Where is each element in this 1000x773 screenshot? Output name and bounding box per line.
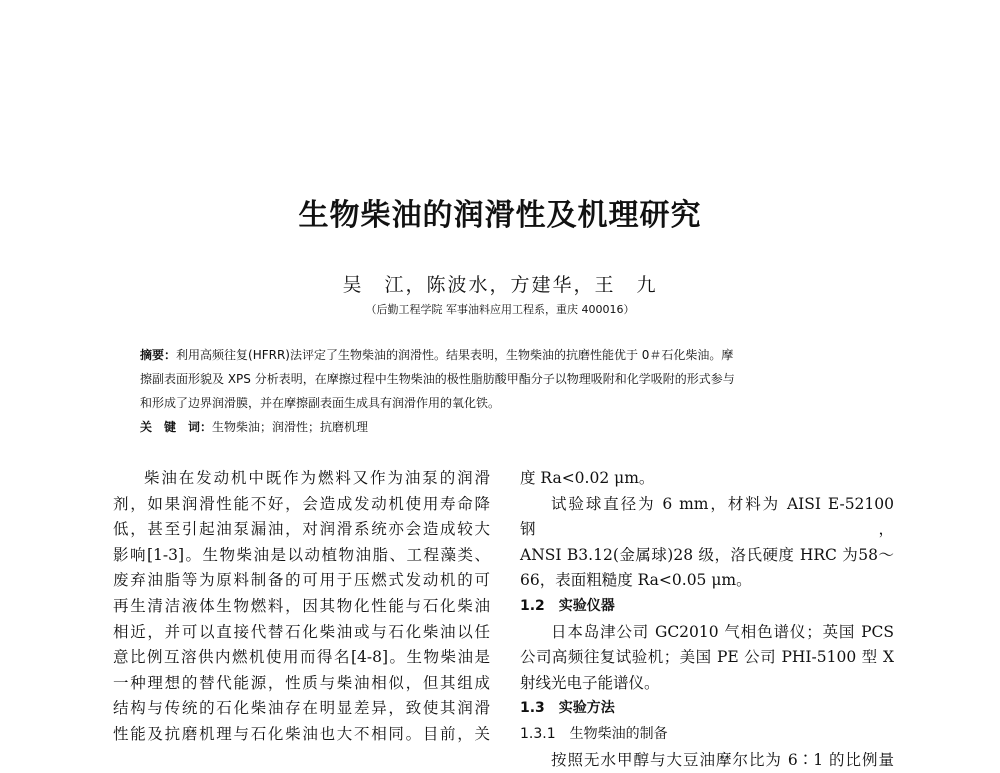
abstract-line-3: 和形成了边界润滑膜，并在摩擦副表面生成具有润滑作用的氧化铁。 bbox=[140, 396, 501, 410]
body-line: 一种理想的替代能源，性质与柴油相似，但其组成 bbox=[113, 673, 490, 692]
keywords-label: 关 键 词： bbox=[140, 420, 213, 434]
body-line: 相近，并可以直接代替石化柴油或与石化柴油以任 bbox=[113, 622, 490, 641]
abstract-line-1 bbox=[140, 343, 860, 367]
subsection-heading: 1.3.1 生物柴油的制备 bbox=[520, 725, 668, 742]
keywords bbox=[140, 415, 860, 439]
keywords-text: 生物柴油；润滑性；抗磨机理 bbox=[212, 420, 369, 434]
paper-title: 生物柴油的润滑性及机理研究 bbox=[298, 198, 702, 233]
body-line: 66，表面粗糙度 Ra<0.05 μm。 bbox=[520, 571, 752, 590]
body-line: 试验球直径为 6 mm，材料为 AISI E-52100 钢， bbox=[520, 494, 894, 539]
section-heading: 1.3 实验方法 bbox=[520, 700, 615, 717]
section-heading: 1.2 实验仪器 bbox=[520, 597, 615, 614]
body-line: 柴油在发动机中既作为燃料又作为油泵的润滑 bbox=[144, 469, 490, 487]
body-line: 废弃油脂等为原料制备的可用于压燃式发动机的可 bbox=[113, 571, 490, 590]
body-line: 影响[1-3]。生物柴油是以动植物油脂、工程藻类、 bbox=[113, 545, 490, 564]
abstract bbox=[140, 343, 860, 439]
left-column bbox=[113, 466, 490, 748]
abstract-text-1: 利用高频往复(HFRR)法评定了生物柴油的润滑性。结果表明，生物柴油的抗磨性能优于 0＃石化柴油。摩 bbox=[176, 348, 734, 362]
body-line: 度 Ra<0.02 μm。 bbox=[520, 469, 655, 487]
abstract-line-2: 擦副表面形貌及 XPS 分析表明，在摩擦过程中生物柴油的极性脂肪酸甲酯分子以物理吸附和化学吸附的形式参与 bbox=[140, 372, 735, 386]
abstract-label: 摘要： bbox=[140, 348, 177, 362]
body-line: 结构与传统的石化柴油存在明显差异，致使其润滑 bbox=[113, 699, 490, 718]
body-line: 公司高频往复试验机；美国 PE 公司 PHI-5100 型 X bbox=[520, 648, 894, 667]
body-line: 射线光电子能谱仪。 bbox=[520, 673, 660, 692]
body-line: 按照无水甲醇与大豆油摩尔比为 6∶1 的比例量 bbox=[551, 750, 894, 769]
body-line: 剂，如果润滑性能不好，会造成发动机使用寿命降 bbox=[113, 494, 490, 513]
body-line: 低，甚至引起油泵漏油，对润滑系统亦会造成较大 bbox=[113, 520, 490, 539]
right-column bbox=[520, 466, 894, 773]
body-line: ANSI B3.12(金属球)28 级，洛氏硬度 HRC 为58～ bbox=[520, 545, 894, 564]
affiliation: （后勤工程学院 军事油料应用工程系，重庆 400016） bbox=[365, 303, 635, 316]
authors: 吴 江，陈波水，方建华，王 九 bbox=[342, 274, 658, 296]
body-line: 意比例互溶供内燃机使用而得名[4-8]。生物柴油是 bbox=[113, 648, 490, 667]
body-line: 性能及抗磨机理与石化柴油也大不相同。目前，关 bbox=[113, 724, 490, 743]
body-line: 再生清洁液体生物燃料，因其物化性能与石化柴油 bbox=[113, 596, 490, 615]
body-line: 日本岛津公司 GC2010 气相色谱仪；英国 PCS bbox=[551, 622, 894, 641]
